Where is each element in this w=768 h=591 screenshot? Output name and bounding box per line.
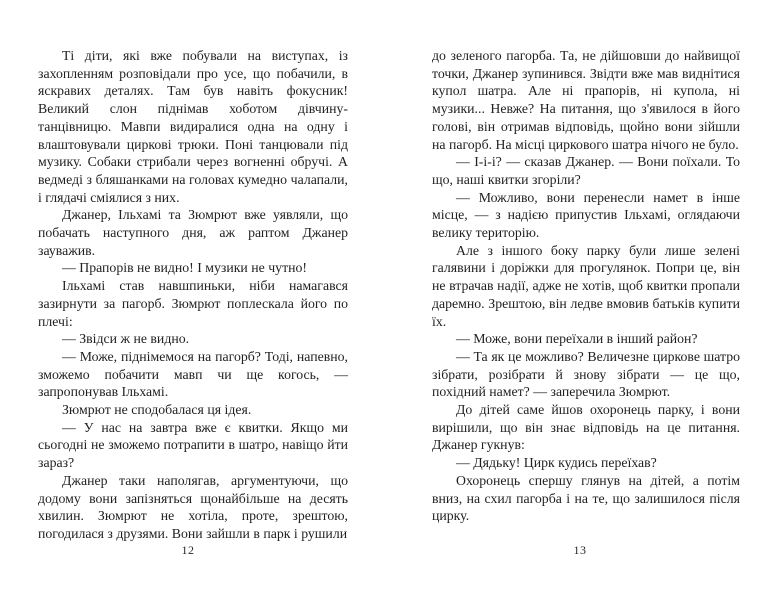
right-page-text bbox=[432, 47, 740, 525]
paragraph: — Прапорів не видно! І музики не чутно! bbox=[62, 260, 307, 276]
paragraph: — І-і-і? — сказав Джанер. — Вони поїхали. То що, наші квитки згоріли? bbox=[432, 154, 740, 187]
paragraph: До дітей саме йшов охоронець парку, і вони вирішили, що він знає відповідь на це питання. Джанер гукнув: bbox=[432, 402, 740, 453]
paragraph: Зюмрют не сподобалася ця ідея. bbox=[62, 402, 252, 418]
paragraph: — Звідси ж не видно. bbox=[62, 331, 190, 347]
paragraph: — У нас на завтра вже є квитки. Якщо ми сьогодні не зможемо потрапити в шатро, навіщо йти зараз? bbox=[38, 419, 348, 471]
left-page-number: 12 bbox=[181, 543, 195, 557]
paragraph: — Дядьку! Цирк кудись переїхав? bbox=[456, 455, 657, 471]
paragraph: Джанер таки наполягав, аргументуючи, що додому вони запізняться щонайбільше на десять хвилин. Зюмрют не хотіла, проте, зрештою, погодилася з друзями. Вони зайшли в парк і рушили bbox=[38, 472, 348, 541]
left-page-text bbox=[38, 47, 348, 543]
paragraph: Але з іншого боку парку були лише зелені галявини і доріжки для прогулянок. Попри це, він не втрачав надії, адже не хотів, щоб квитки пропали даремно. Зрештою, він ледве вмовив батьків купити їх. bbox=[432, 242, 740, 329]
paragraph: до зеленого пагорба. Та, не дійшовши до найвищої точки, Джанер зупинився. Звідти вже мав виднітися купол шатра. Але ні прапорів, ні купола, ні музики... Невже? На питання, що з'явилося в його голові, він отримав відповідь, щойно вони зійшли на пагорб. На місці циркового шатра нічого не було. bbox=[432, 48, 740, 152]
paragraph: — Може, вони переїхали в інший район? bbox=[456, 331, 698, 347]
right-page-number: 13 bbox=[573, 543, 587, 557]
paragraph: Джанер, Ільхамі та Зюмрют вже уявляли, що побачать наступного дня, аж раптом Джанер зауважив. bbox=[38, 207, 348, 258]
paragraph: — Та як це можливо? Величезне циркове шатро зібрати, розібрати й знову зібрати — це що, похідний намет? — заперечила Зюмрют. bbox=[432, 348, 740, 400]
paragraph: Ільхамі став навшпиньки, ніби намагався зазирнути за пагорб. Зюмрют поплескала його по плечі: bbox=[38, 278, 348, 329]
paragraph: — Можливо, вони перенесли намет в інше місце, — з надією припустив Ільхамі, оглядаючи велику територію. bbox=[432, 189, 740, 241]
paragraph: Ті діти, які вже побували на виступах, із захопленням розповідали про усе, що побачили, в яскравих деталях. Там був навіть фокусник! Великий слон піднімав хоботом дівчину-танцівницю. Мавпи видиралися одна на одну і влаштовували циркові трюки. Поні танцювали під музику. Собаки стрибали через вогненні обручі. А ведмеді з бляшанками на головах кумедно чалапали, і глядачі сміялися з них. bbox=[38, 48, 348, 205]
paragraph: — Може, піднімемося на пагорб? Тоді, напевно, зможемо побачити мавп чи ще когось, — запропонував Ільхамі. bbox=[38, 348, 348, 400]
paragraph: Охоронець спершу глянув на дітей, а потім вниз, на схил пагорба і на те, що залишилося після цирку. bbox=[432, 472, 740, 524]
